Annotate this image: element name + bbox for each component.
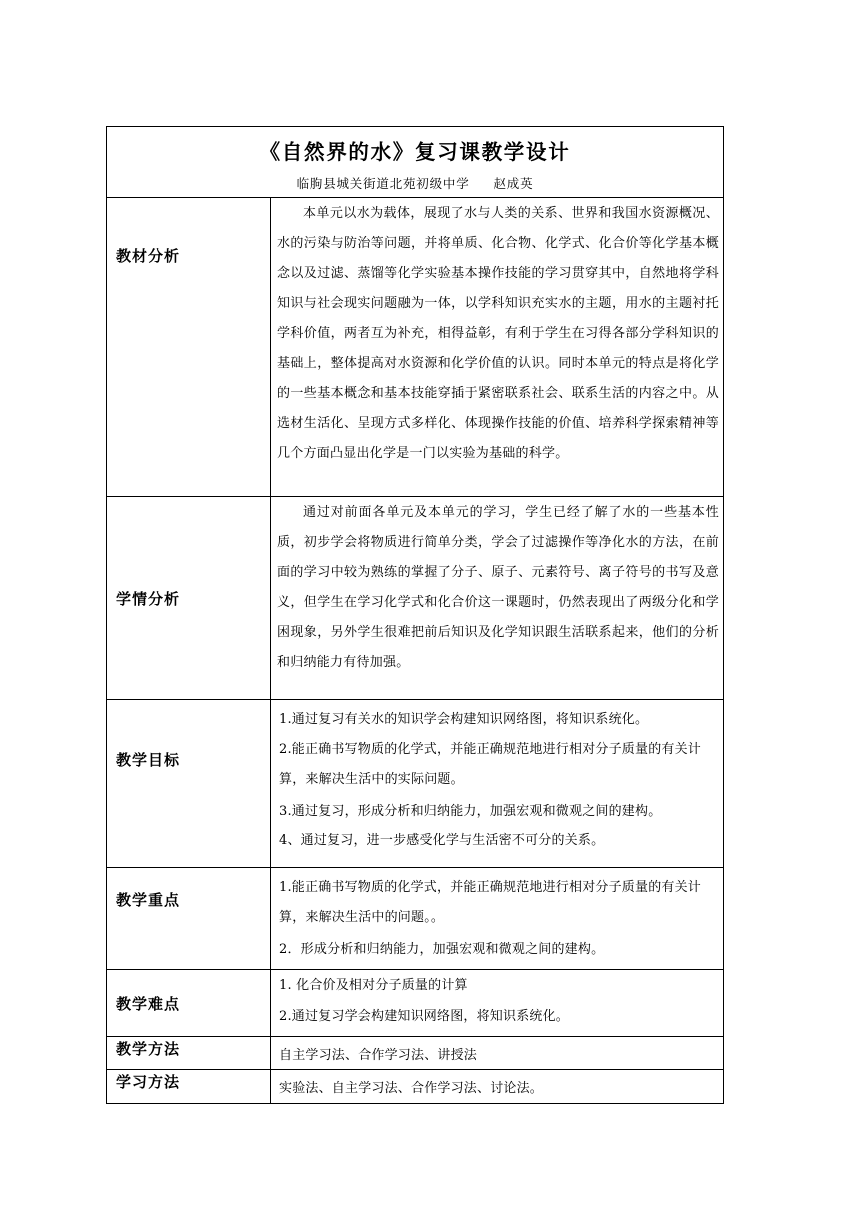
difficulty-item: 1. 化合价及相对分子质量的计算	[279, 978, 468, 993]
label-teaching-difficulty: 教学难点	[107, 970, 271, 1037]
row-learning-method	[107, 1070, 724, 1104]
label-teaching-goals: 教学目标	[107, 700, 271, 868]
focus-item: 1.能正确书写物质的化学式，并能正确规范地进行相对分子质量的有关计算，来解决生活中的问题。。	[279, 880, 702, 925]
content-learning-method: 实验法、自主学习法、合作学习法、讨论法。	[271, 1070, 724, 1104]
author-school: 临朐县城关街道北苑初级中学	[296, 176, 470, 191]
goal-item: 3.通过复习，形成分析和归纳能力，加强宏观和微观之间的建构。	[279, 804, 662, 819]
difficulty-item: 2.通过复习学会构建知识网络图，将知识系统化。	[279, 1009, 570, 1024]
goal-item: 4、通过复习，进一步感受化学与生活密不可分的关系。	[279, 833, 605, 848]
content-student-analysis: 通过对前面各单元及本单元的学习，学生已经了解了水的一些基本性质，初步学会将物质进行简单分类，学会了过滤操作等净化水的方法，在前面的学习中较为熟练的掌握了分子、原子、元素符号、离子符号的书写及意义，但学生在学习化学式和化合价这一课题时，仍然表现出了两级分化和学困现象，另外学生很难把前后知识及化学知识跟生活联系起来，他们的分析和归纳能力有待加强。	[277, 505, 719, 670]
content-textbook-analysis: 本单元以水为载体，展现了水与人类的关系、世界和我国水资源概况、水的污染与防治等问题，并将单质、化合物、化学式、化合价等化学基本概念以及过滤、蒸馏等化学实验基本操作技能的学习贯穿其中，自然地将学科知识与社会现实问题融为一体，以学科知识充实水的主题，用水的主题衬托学科价值，两者互为补充，相得益彰，有利于学生在习得各部分学科知识的基础上，整体提高对水资源和化学价值的认识。同时本单元的特点是将化学的一些基本概念和基本技能穿插于紧密联系社会、联系生活的内容之中。从选材生活化、呈现方式多样化、体现操作技能的价值、培养科学探索精神等几个方面凸显出化学是一门以实验为基础的科学。	[277, 206, 719, 461]
label-teaching-method: 教学方法	[107, 1037, 271, 1070]
row-teaching-focus	[107, 868, 724, 970]
content-teaching-goals	[271, 700, 724, 868]
content-teaching-difficulty	[271, 970, 724, 1037]
row-textbook-analysis	[107, 198, 724, 497]
header-row	[107, 127, 724, 198]
label-learning-method: 学习方法	[107, 1070, 271, 1104]
content-teaching-focus	[271, 868, 724, 970]
row-teaching-method	[107, 1037, 724, 1070]
goal-item: 2.能正确书写物质的化学式，并能正确规范地进行相对分子质量的有关计算，来解决生活中的实际问题。	[279, 742, 702, 787]
row-teaching-goals	[107, 700, 724, 868]
content-textbook-analysis-cell	[271, 198, 724, 497]
author-name: 赵成英	[493, 176, 534, 191]
label-textbook-analysis: 教材分析	[107, 198, 271, 497]
title-cell	[107, 127, 724, 198]
content-student-analysis-cell	[271, 497, 724, 700]
label-student-analysis: 学情分析	[107, 497, 271, 700]
author-line	[107, 175, 723, 193]
lesson-plan-table	[106, 126, 724, 1104]
page-title: 《自然界的水》复习课教学设计	[259, 140, 571, 164]
label-teaching-focus: 教学重点	[107, 868, 271, 970]
row-teaching-difficulty	[107, 970, 724, 1037]
row-student-analysis	[107, 497, 724, 700]
focus-item: 2．形成分析和归纳能力，加强宏观和微观之间的建构。	[279, 942, 605, 957]
goal-item: 1.通过复习有关水的知识学会构建知识网络图，将知识系统化。	[279, 712, 649, 727]
content-teaching-method: 自主学习法、合作学习法、讲授法	[271, 1037, 724, 1070]
